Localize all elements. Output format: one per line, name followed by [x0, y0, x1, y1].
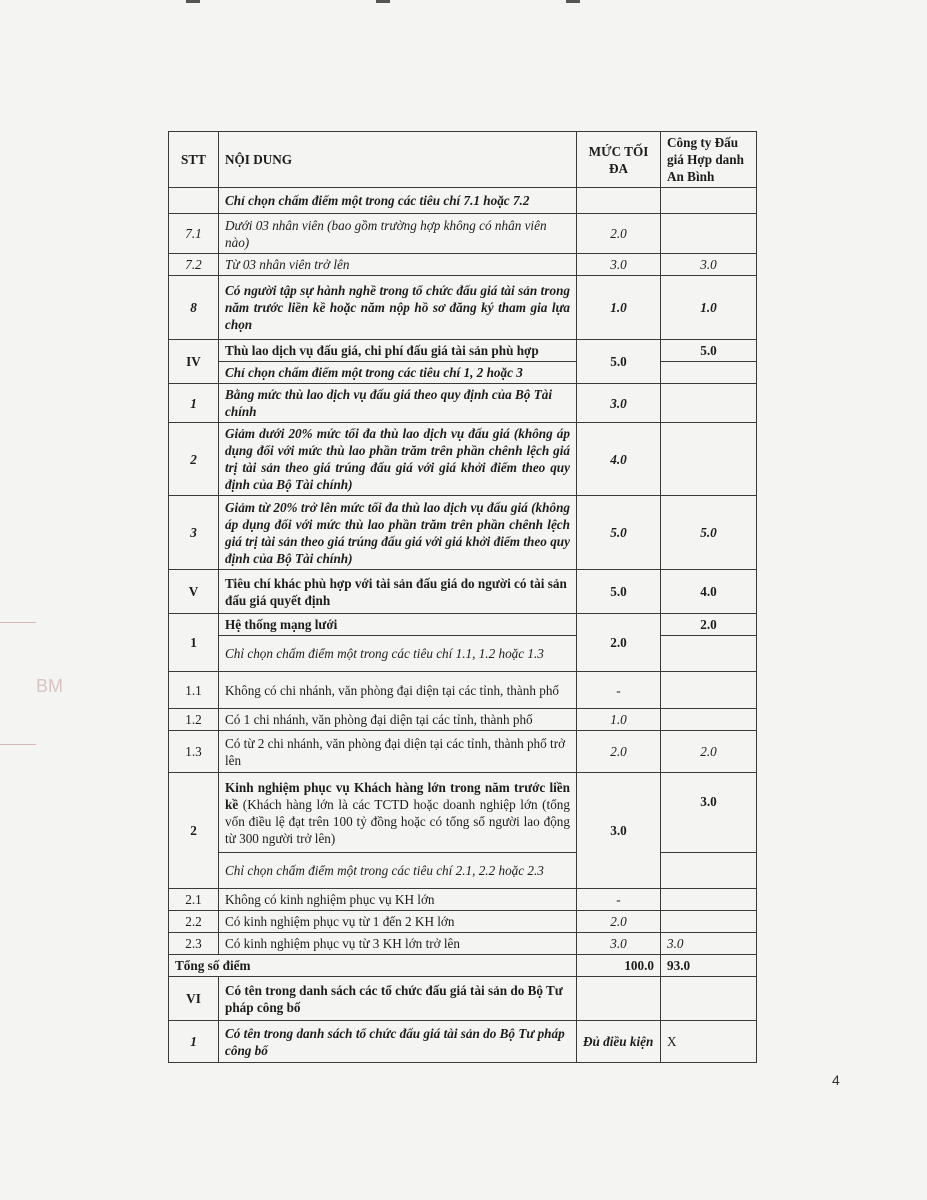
total-score: 93.0	[661, 955, 757, 977]
table-row	[169, 340, 757, 362]
row-content: Có tên trong danh sách tổ chức đấu giá tài sản do Bộ Tư pháp công bố	[219, 1021, 577, 1063]
table-row	[169, 362, 757, 384]
row-max: 5.0	[577, 340, 661, 384]
row-score: 2.0	[661, 614, 757, 636]
row-score	[661, 384, 757, 423]
row-max: 2.0	[577, 614, 661, 672]
table-row	[169, 672, 757, 709]
row-content: Có tên trong danh sách các tổ chức đấu giá tài sản do Bộ Tư pháp công bố	[219, 977, 577, 1021]
table-row	[169, 911, 757, 933]
row-max: 1.0	[577, 709, 661, 731]
row-max: 3.0	[577, 384, 661, 423]
row-content: Có người tập sự hành nghề trong tổ chức đấu giá tài sản trong năm trước liền kề hoặc năm nộp hồ sơ đăng ký tham gia lựa chọn	[219, 276, 577, 340]
row-max: 2.0	[577, 731, 661, 773]
row-score: 3.0	[661, 254, 757, 276]
row-max: 1.0	[577, 276, 661, 340]
table-row	[169, 636, 757, 672]
row-score	[661, 889, 757, 911]
header-stt: STT	[169, 132, 219, 188]
row-max: 5.0	[577, 570, 661, 614]
row-score: X	[661, 1021, 757, 1063]
row-stt: 1	[169, 384, 219, 423]
row-max: 2.0	[577, 911, 661, 933]
row-score	[661, 423, 757, 496]
row-stt: 1	[169, 1021, 219, 1063]
row-max: 5.0	[577, 496, 661, 570]
row-score: 3.0	[661, 773, 757, 853]
total-row	[169, 955, 757, 977]
row-max: -	[577, 889, 661, 911]
table-row	[169, 709, 757, 731]
row-content: Có 1 chi nhánh, văn phòng đại diện tại các tỉnh, thành phố	[219, 709, 577, 731]
row-content: Có từ 2 chi nhánh, văn phòng đại diện tại các tỉnh, thành phố trở lên	[219, 731, 577, 773]
row-stt: 1	[169, 614, 219, 672]
row-stt: 2.2	[169, 911, 219, 933]
row-stt: 1.3	[169, 731, 219, 773]
row-stt: 2.3	[169, 933, 219, 955]
row-stt: 1.2	[169, 709, 219, 731]
table-row	[169, 276, 757, 340]
row-content: Giảm từ 20% trở lên mức tối đa thù lao dịch vụ đấu giá (không áp dụng đối với mức thù lao phần trăm trên phần chênh lệch giá trị tài sản theo giá trúng đấu giá với giá khởi điểm theo quy định của Bộ Tài chính)	[219, 496, 577, 570]
table-row	[169, 1021, 757, 1063]
row-score: 5.0	[661, 496, 757, 570]
row-score: 4.0	[661, 570, 757, 614]
row-content: Thù lao dịch vụ đấu giá, chi phí đấu giá tài sản phù hợp	[219, 340, 577, 362]
row-content-2: Chỉ chọn chấm điểm một trong các tiêu chí 1, 2 hoặc 3	[219, 362, 577, 384]
table-row	[169, 496, 757, 570]
row-content: Không có chi nhánh, văn phòng đại diện tại các tỉnh, thành phố	[219, 672, 577, 709]
row-score: 3.0	[661, 933, 757, 955]
scan-margin-stamp-fragment: BM	[36, 676, 63, 696]
row-max: 2.0	[577, 214, 661, 254]
row-content-bold: Kinh nghiệm phục vụ Khách hàng lớn trong năm trước liền kề	[225, 779, 570, 812]
row-content: Tiêu chí khác phù hợp với tài sản đấu giá do người có tài sản đấu giá quyết định	[219, 570, 577, 614]
total-max: 100.0	[577, 955, 661, 977]
row-content: Không có kinh nghiệm phục vụ KH lớn	[219, 889, 577, 911]
row-content: Có kinh nghiệm phục vụ từ 3 KH lớn trở lên	[219, 933, 577, 955]
row-stt: VI	[169, 977, 219, 1021]
row-stt: 2	[169, 773, 219, 889]
row-stt: 3	[169, 496, 219, 570]
table-row	[169, 731, 757, 773]
row-max: 3.0	[577, 773, 661, 889]
row-content-2: Chỉ chọn chấm điểm một trong các tiêu chí 1.1, 1.2 hoặc 1.3	[219, 636, 577, 672]
total-label: Tổng số điểm	[169, 955, 577, 977]
header-cong-ty: Công ty Đấu giá Hợp danh An Bình	[661, 132, 757, 188]
scan-margin-mark	[0, 622, 36, 623]
row-score	[661, 214, 757, 254]
scoring-table	[168, 131, 757, 1063]
row-score: 1.0	[661, 276, 757, 340]
table-row	[169, 614, 757, 636]
row-content: Từ 03 nhân viên trở lên	[219, 254, 577, 276]
row-stt: 2	[169, 423, 219, 496]
row-score	[661, 709, 757, 731]
row-content: Chỉ chọn chấm điểm một trong các tiêu chí 7.1 hoặc 7.2	[219, 188, 577, 214]
table-row	[169, 933, 757, 955]
scan-margin-mark	[0, 744, 36, 745]
row-content: Dưới 03 nhân viên (bao gồm trường hợp không có nhân viên nào)	[219, 214, 577, 254]
table-header-row	[169, 132, 757, 188]
table-row	[169, 423, 757, 496]
row-score	[661, 911, 757, 933]
row-max: -	[577, 672, 661, 709]
table-row	[169, 889, 757, 911]
table-row	[169, 977, 757, 1021]
row-stt: 7.1	[169, 214, 219, 254]
row-stt: 8	[169, 276, 219, 340]
table-row	[169, 853, 757, 889]
header-muc-toi-da: MỨC TỐI ĐA	[577, 132, 661, 188]
row-content: Hệ thống mạng lưới	[219, 614, 577, 636]
row-content-2: Chỉ chọn chấm điểm một trong các tiêu chí 2.1, 2.2 hoặc 2.3	[219, 853, 577, 889]
row-content: Bằng mức thù lao dịch vụ đấu giá theo quy định của Bộ Tài chính	[219, 384, 577, 423]
row-max: Đủ điều kiện	[577, 1021, 661, 1063]
header-noi-dung: NỘI DUNG	[219, 132, 577, 188]
row-stt: IV	[169, 340, 219, 384]
table-row	[169, 773, 757, 853]
row-score: 5.0	[661, 340, 757, 362]
row-content: Giảm dưới 20% mức tối đa thù lao dịch vụ đấu giá (không áp dụng đối với mức thù lao phần trăm trên phần chênh lệch giá trị tài sản theo giá trúng đấu giá với giá khởi điểm theo quy định của Bộ Tài chính)	[219, 423, 577, 496]
table-row	[169, 214, 757, 254]
table-row	[169, 570, 757, 614]
row-stt: 2.1	[169, 889, 219, 911]
row-content: Có kinh nghiệm phục vụ từ 1 đến 2 KH lớn	[219, 911, 577, 933]
row-max: 3.0	[577, 933, 661, 955]
table-row	[169, 384, 757, 423]
table-row	[169, 188, 757, 214]
table-row	[169, 254, 757, 276]
row-score: 2.0	[661, 731, 757, 773]
row-stt: 1.1	[169, 672, 219, 709]
row-max: 3.0	[577, 254, 661, 276]
row-score	[661, 672, 757, 709]
row-content	[219, 773, 577, 853]
page-number: 4	[832, 1072, 840, 1088]
row-stt: V	[169, 570, 219, 614]
row-content-note: (Khách hàng lớn là các TCTD hoặc doanh nghiệp lớn (tổng vốn điều lệ đạt trên 100 tỷ đồng hoặc có tổng số người lao động từ 300 người trở lên)	[225, 796, 570, 846]
row-max: 4.0	[577, 423, 661, 496]
row-stt: 7.2	[169, 254, 219, 276]
